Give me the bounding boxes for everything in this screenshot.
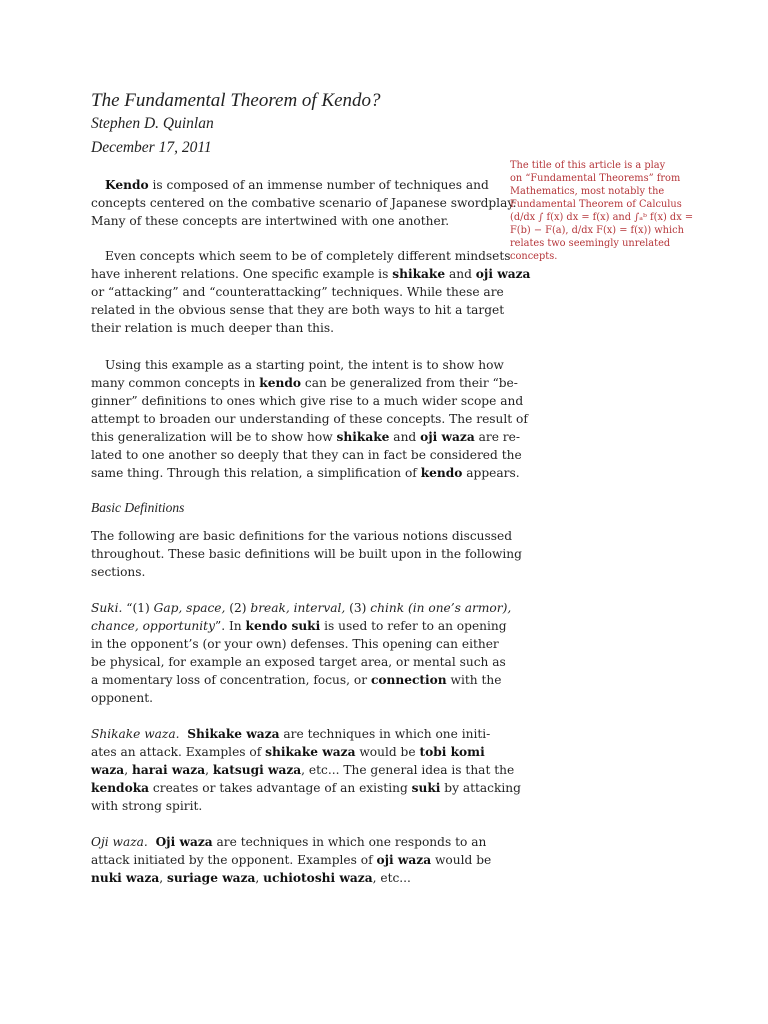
text-line: many common concepts in kendo can be generalized from their “be- bbox=[91, 376, 518, 390]
intro-paragraph-1 bbox=[91, 176, 517, 230]
text-line: Shikake waza. Shikake waza are techniques in which one initi- bbox=[91, 727, 491, 741]
note-line: (d/dx ∫ f(x) dx = f(x) and ∫ₐᵇ f(x) dx = bbox=[510, 212, 694, 223]
text-line: a momentary loss of concentration, focus, or connection with the bbox=[91, 673, 502, 687]
intro-paragraph-3 bbox=[91, 356, 528, 482]
text-line: nuki waza, suriage waza, uchiotoshi waza, etc... bbox=[91, 871, 411, 885]
text-line: Even concepts which seem to be of completely different mindsets bbox=[105, 249, 511, 263]
text-line: Oji waza. Oji waza are techniques in which one responds to an bbox=[91, 835, 487, 849]
definition-term: Suki. bbox=[91, 601, 123, 615]
text-line: their relation is much deeper than this. bbox=[91, 321, 335, 335]
text-line: kendoka creates or takes advantage of an existing suki by attacking bbox=[91, 781, 521, 795]
definition-shikake-waza bbox=[91, 725, 521, 815]
text-line: Suki. “(1) Gap, space, (2) break, interval, (3) chink (in one’s armor), bbox=[91, 601, 512, 615]
article-title: The Fundamental Theorem of Kendo? bbox=[91, 90, 381, 111]
note-line: on “Fundamental Theorems” from bbox=[510, 173, 681, 184]
intro-paragraph-2 bbox=[91, 247, 531, 337]
text-line: throughout. These basic definitions will be built upon in the following bbox=[91, 547, 522, 561]
text-line: concepts centered on the combative scenario of Japanese swordplay. bbox=[91, 196, 517, 210]
text-line: have inherent relations. One specific example is shikake and oji waza bbox=[91, 267, 531, 281]
text-line: lated to one another so deeply that they can in fact be considered the bbox=[91, 448, 522, 462]
note-line: Fundamental Theorem of Calculus bbox=[510, 199, 682, 210]
text-line: this generalization will be to show how shikake and oji waza are re- bbox=[91, 430, 520, 444]
author: Stephen D. Quinlan bbox=[91, 115, 214, 132]
text-line: be physical, for example an exposed target area, or mental such as bbox=[91, 655, 506, 669]
text-line: attempt to broaden our understanding of these concepts. The result of bbox=[91, 412, 528, 426]
margin-note bbox=[510, 159, 715, 263]
text-line: sections. bbox=[91, 565, 146, 579]
text-line: The following are basic definitions for the various notions discussed bbox=[91, 529, 513, 543]
text-line: related in the obvious sense that they are both ways to hit a target bbox=[91, 303, 505, 317]
note-line: relates two seemingly unrelated bbox=[510, 238, 671, 249]
text-line: ginner” definitions to ones which give rise to a much wider scope and bbox=[91, 394, 524, 408]
definition-term: Shikake waza. bbox=[91, 727, 180, 741]
definition-oji-waza bbox=[91, 833, 492, 887]
definition-suki bbox=[91, 599, 512, 707]
basic-definitions-paragraph bbox=[91, 527, 522, 581]
definition-term: Oji waza. bbox=[91, 835, 148, 849]
note-line: Mathematics, most notably the bbox=[510, 186, 665, 197]
section-heading: Basic Definitions bbox=[91, 500, 185, 515]
text-line: chance, opportunity”. In kendo suki is used to refer to an opening bbox=[91, 619, 507, 633]
note-line: concepts. bbox=[510, 251, 558, 262]
text-line: attack initiated by the opponent. Examples of oji waza would be bbox=[91, 853, 492, 867]
text-line: Using this example as a starting point, the intent is to show how bbox=[105, 358, 504, 372]
text-line: or “attacking” and “counterattacking” techniques. While these are bbox=[91, 285, 504, 299]
text-line: Kendo is composed of an immense number of techniques and bbox=[105, 178, 489, 192]
text-line: Many of these concepts are intertwined with one another. bbox=[91, 214, 450, 228]
text-line: same thing. Through this relation, a simplification of kendo appears. bbox=[91, 466, 520, 480]
text-line: opponent. bbox=[91, 691, 153, 705]
text-line: ates an attack. Examples of shikake waza would be tobi komi bbox=[91, 745, 485, 759]
note-line: F(b) − F(a), d/dx F(x) = f(x)) which bbox=[510, 225, 684, 236]
text-line: with strong spirit. bbox=[91, 799, 203, 813]
note-line: The title of this article is a play bbox=[510, 160, 666, 171]
text-line: in the opponent’s (or your own) defenses. This opening can either bbox=[91, 637, 499, 651]
text-line: waza, harai waza, katsugi waza, etc... The general idea is that the bbox=[91, 763, 515, 777]
date: December 17, 2011 bbox=[91, 139, 212, 156]
